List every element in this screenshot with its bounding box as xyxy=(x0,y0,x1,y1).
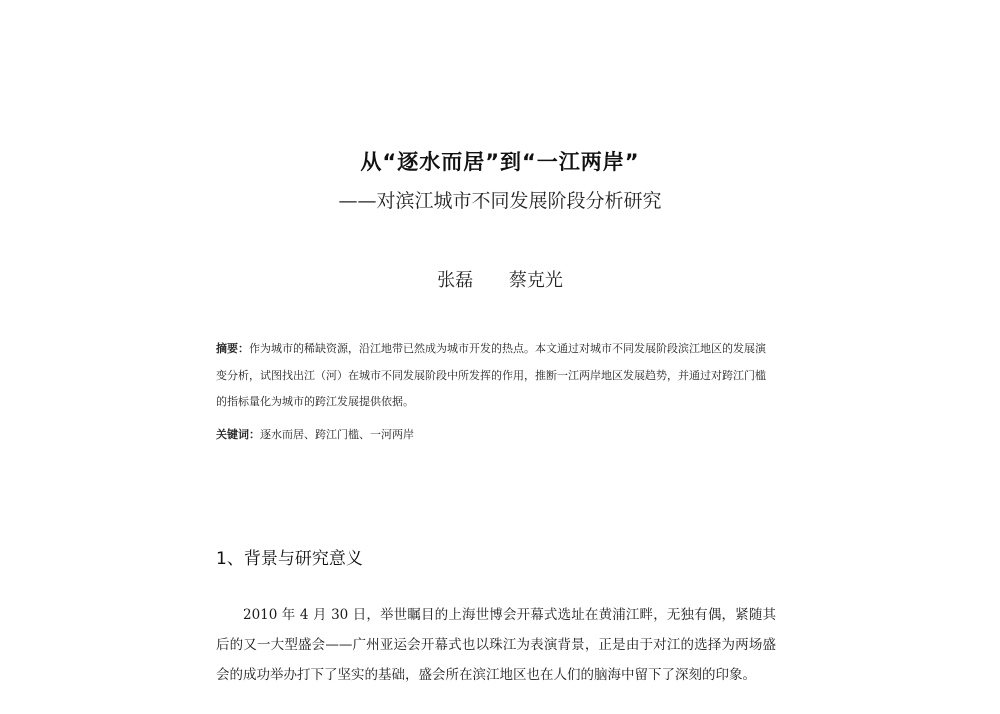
paper-subtitle: ——对滨江城市不同发展阶段分析研究 xyxy=(338,190,662,212)
author-name: 蔡克光 xyxy=(508,270,563,291)
keywords-text: 逐水而居、跨江门槛、一河两岸 xyxy=(260,428,414,441)
keywords xyxy=(216,426,776,442)
author-name: 张磊 xyxy=(437,270,474,291)
abstract xyxy=(216,336,776,416)
paper-title: 从“逐水而居”到“一江两岸” xyxy=(360,150,640,174)
section-paragraph: 2010 年 4 月 30 日，举世瞩目的上海世博会开幕式选址在黄浦江畔，无独有偶，紧随其后的又一大型盛会——广州亚运会开幕式也以珠江为表演背景，正是由于对江的选择为两场盛会的成功举办打下了坚实的基础，盛会所在滨江地区也在人们的脑海中留下了深刻的印象。 xyxy=(216,607,776,683)
author-list xyxy=(0,266,1000,292)
keywords-label: 关键词： xyxy=(216,428,260,441)
abstract-label: 摘要： xyxy=(216,342,249,355)
section-heading: 1、背景与研究意义 xyxy=(216,549,363,569)
abstract-text: 作为城市的稀缺资源，沿江地带已然成为城市开发的热点。本文通过对城市不同发展阶段滨江地区的发展演变分析，试图找出江（河）在城市不同发展阶段中所发挥的作用，推断一江两岸地区发展趋势，并通过对跨江门槛的指标量化为城市的跨江发展提供依据。 xyxy=(216,342,766,408)
